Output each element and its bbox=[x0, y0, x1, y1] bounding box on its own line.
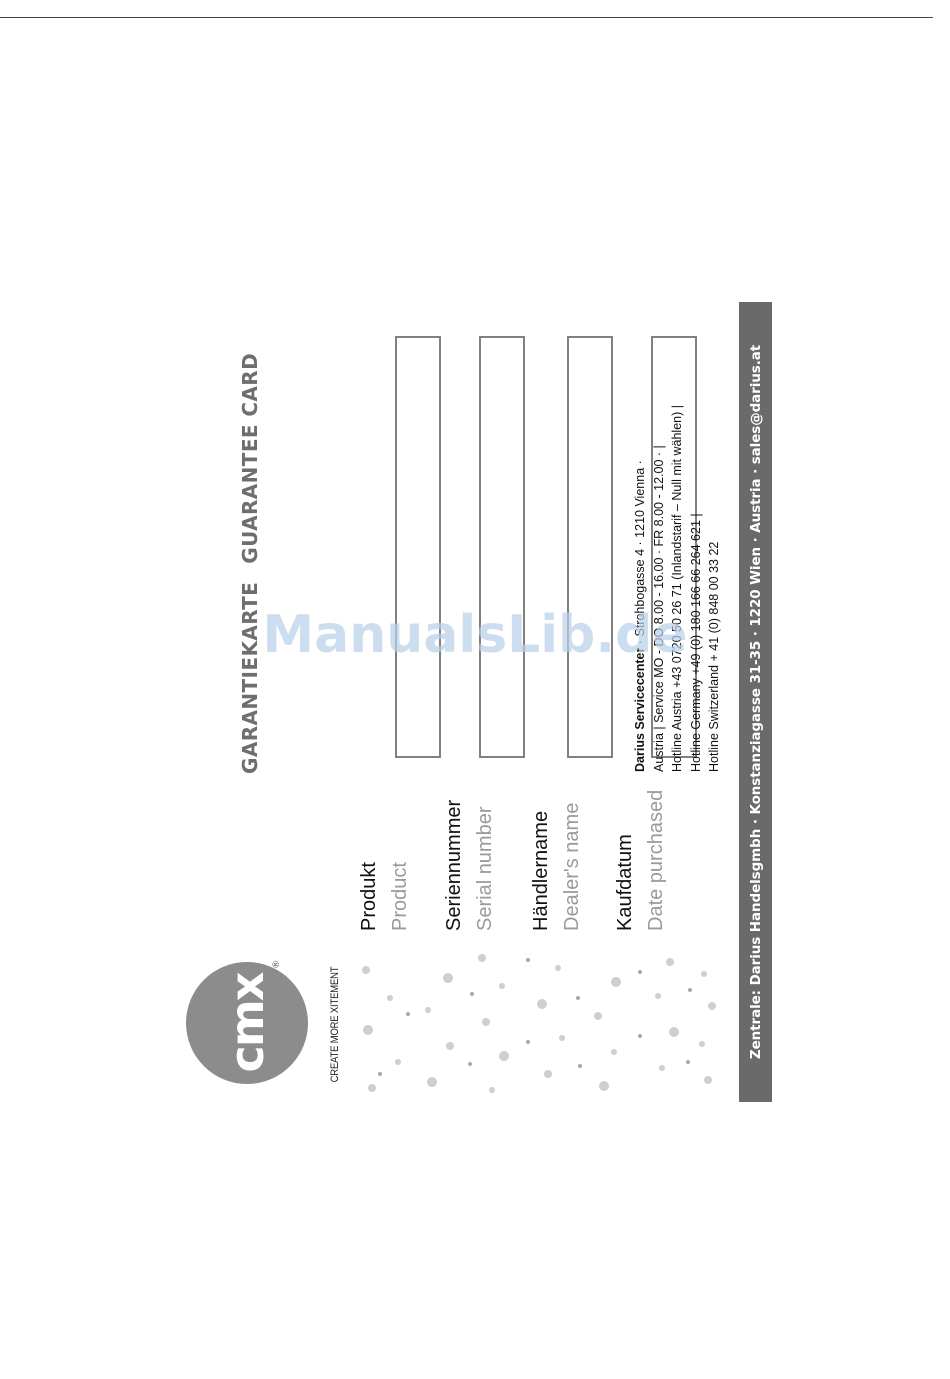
watermark: ManualsLib.de bbox=[262, 605, 688, 665]
contact-company: Darius Servicecenter bbox=[632, 647, 647, 772]
field-label-serial bbox=[443, 800, 497, 931]
card-title bbox=[238, 353, 262, 774]
label-de: Seriennummer bbox=[442, 799, 465, 931]
cmx-logo bbox=[186, 962, 308, 1084]
label-de: Kaufdatum bbox=[613, 834, 636, 931]
logo-column bbox=[184, 947, 719, 1102]
product-field-box[interactable] bbox=[395, 336, 441, 758]
logo-tagline: CREATE MORE XITEMENT bbox=[328, 966, 341, 1083]
label-de: Händlername bbox=[529, 810, 552, 931]
decorative-pattern bbox=[352, 947, 722, 1102]
field-label-product bbox=[358, 862, 412, 931]
footer-band: Zentrale: Darius Handelsgmbh · Konstanziagasse 31-35 · 1220 Wien · Austria · sales@darius.at bbox=[739, 302, 772, 1102]
contact-line bbox=[631, 302, 650, 772]
logo-text: cmx bbox=[219, 973, 274, 1073]
label-en: Serial number bbox=[473, 806, 496, 931]
label-en: Date purchased bbox=[644, 789, 667, 931]
dealer-name-field-box[interactable] bbox=[567, 336, 613, 758]
guarantee-card bbox=[184, 302, 774, 1102]
label-de: Produkt bbox=[357, 862, 380, 931]
registered-mark: ® bbox=[271, 960, 282, 969]
field-label-date bbox=[614, 790, 668, 931]
contact-line: Hotline Germany +49 (0) 180 166 66 264 621 | bbox=[688, 513, 702, 772]
page-top-rule bbox=[0, 17, 933, 18]
label-en: Product bbox=[388, 862, 411, 931]
contact-line: Hotline Switzerland + 41 (0) 848 00 33 22 bbox=[706, 541, 721, 772]
service-contact-info bbox=[631, 302, 724, 772]
label-en: Dealer's name bbox=[560, 802, 583, 931]
field-label-dealer bbox=[530, 803, 584, 931]
title-de: GARANTIEKARTE bbox=[237, 581, 262, 774]
serial-number-field-box[interactable] bbox=[479, 336, 525, 758]
contact-line: Hotline Austria +43 0720 50 26 71 (Inlandstarif – Null mit wählen) | bbox=[669, 405, 684, 772]
contact-address: · Strohbogasse 4 · 1210 Vienna · bbox=[632, 460, 647, 648]
title-en: GUARANTEE CARD bbox=[237, 352, 262, 564]
contact-line: Austria | Service MO - DO 8.00 - 16.00 · FR 8.00 - 12.00 · | bbox=[651, 445, 665, 772]
